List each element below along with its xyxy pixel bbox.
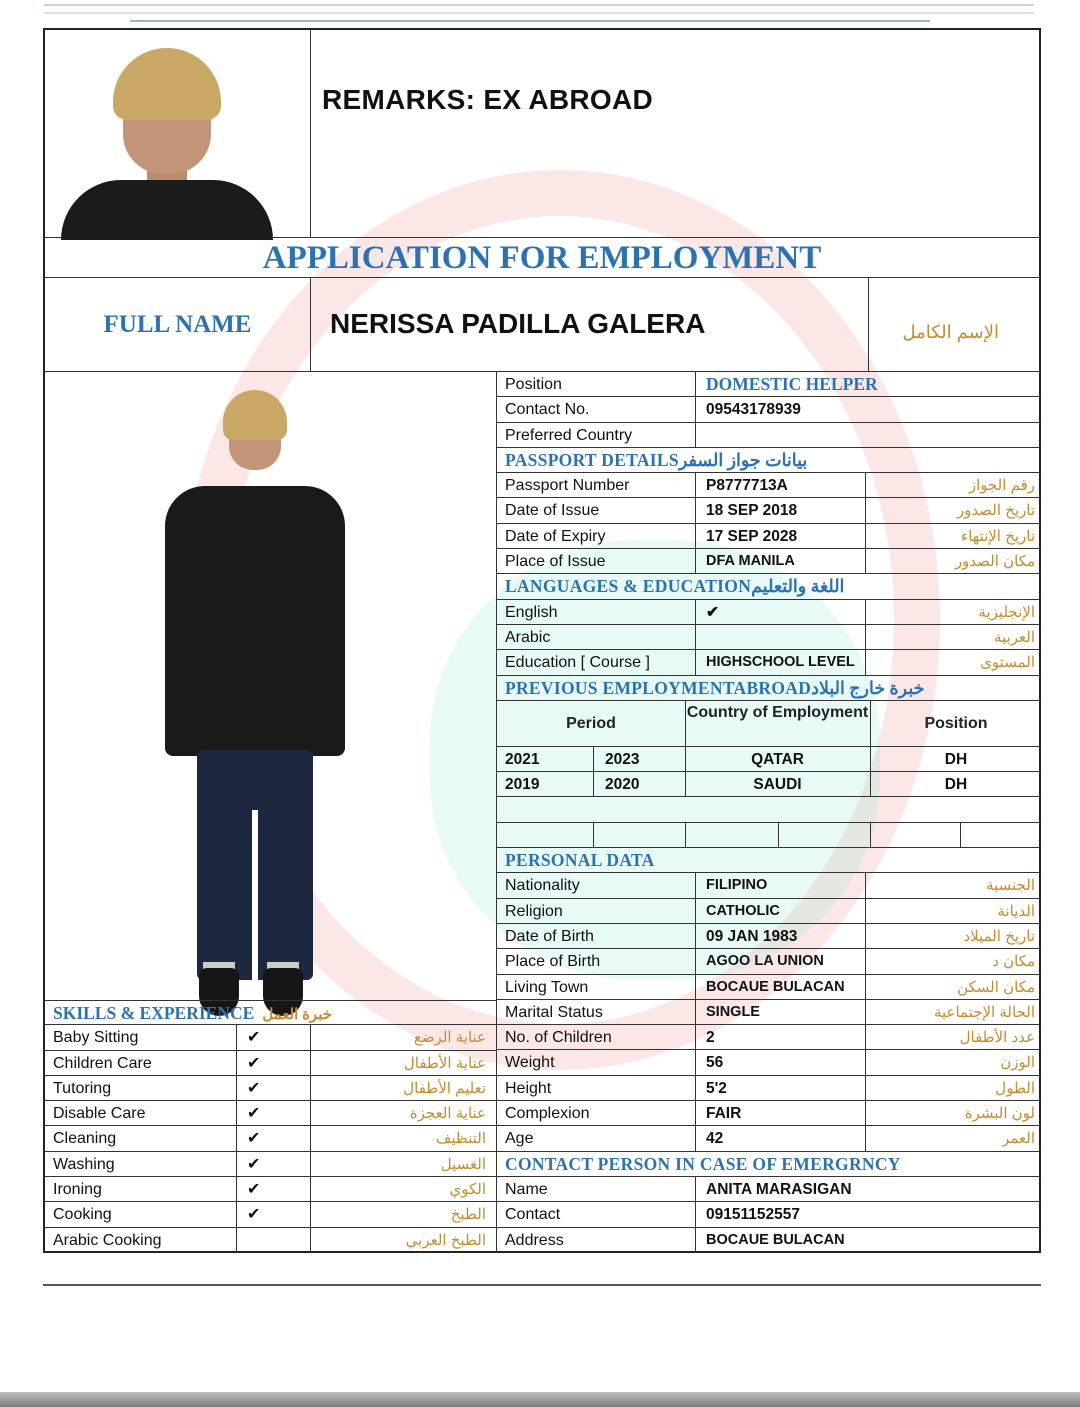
period-column-header: Period [566, 714, 616, 732]
age-value: 42 [695, 1126, 870, 1150]
skill-name: Tutoring [53, 1079, 112, 1097]
marital-status-label: Marital Status [505, 1003, 603, 1021]
detail-row [496, 650, 1041, 675]
nationality-value: FILIPINO [695, 873, 870, 897]
place-of-birth-arabic: مكان د [865, 949, 1035, 973]
skill-arabic: الطبخ العربي [310, 1228, 496, 1253]
skill-arabic: عناية الأطفال [310, 1051, 496, 1075]
skills-table [45, 1000, 496, 1253]
marital-status-arabic: الحالة الإجتماعية [865, 1000, 1035, 1024]
detail-row [496, 625, 1041, 650]
employment-row [496, 772, 1041, 797]
place-of-issue-value: DFA MANILA [695, 549, 870, 573]
living-town-value: BOCAUE BULACAN [695, 975, 870, 999]
arabic-arabic: العربية [865, 625, 1035, 649]
preferred-country-value [695, 423, 1040, 447]
skills-heading-row [45, 1000, 496, 1025]
emergency-address-value: BOCAUE BULACAN [695, 1228, 1040, 1253]
details-column [496, 372, 1041, 1253]
skill-arabic: الغسيل [310, 1152, 496, 1176]
employment-row-empty [496, 797, 1041, 822]
languages-heading-row [496, 574, 1041, 599]
complexion-value: FAIR [695, 1101, 870, 1125]
emergency-heading: CONTACT PERSON IN CASE OF EMERGRNCY [505, 1153, 901, 1174]
date-of-issue-value: 18 SEP 2018 [695, 498, 870, 522]
date-of-issue-arabic: تاريخ الصدور [865, 498, 1035, 522]
place-of-issue-arabic: مكان الصدور [865, 549, 1035, 573]
children-arabic: عدد الأطفال [865, 1025, 1035, 1049]
detail-row [496, 372, 1041, 397]
age-arabic: العمر [865, 1126, 1035, 1150]
height-value: 5'2 [695, 1076, 870, 1100]
portrait-photo [61, 40, 273, 240]
skills-heading: SKILLS & EXPERIENCE خبرة العمل [53, 1003, 333, 1023]
full-name-row [45, 278, 1039, 372]
education-label: Education [ Course ] [505, 654, 650, 672]
complexion-label: Complexion [505, 1105, 590, 1123]
skill-check [236, 1228, 310, 1253]
employment-to: 2023 [605, 750, 640, 768]
full-name-label: FULL NAME [45, 278, 311, 372]
religion-arabic: الديانة [865, 899, 1035, 923]
nationality-arabic: الجنسية [865, 873, 1035, 897]
skill-check: ✔ [236, 1177, 310, 1201]
english-arabic: الإنجليزية [865, 600, 1035, 624]
employment-row [496, 747, 1041, 772]
passport-number-label: Passport Number [505, 477, 630, 495]
skill-arabic: الطبخ [310, 1202, 496, 1226]
emergency-address-label: Address [505, 1231, 564, 1249]
country-column-header: Country of Employment [686, 703, 869, 721]
passport-number-value: P8777713A [695, 473, 870, 497]
skill-name: Cleaning [53, 1130, 117, 1148]
employment-heading: PREVIOUS EMPLOYMENTABROADخبرة خارج البلاد [505, 677, 925, 698]
top-decorative-rule [130, 20, 930, 22]
full-name-arabic-label: الإسم الكامل [902, 322, 999, 342]
form-title: APPLICATION FOR EMPLOYMENT [262, 240, 822, 276]
children-label: No. of Children [505, 1029, 612, 1047]
complexion-arabic: لون البشرة [865, 1101, 1035, 1125]
bottom-rule [43, 1284, 1041, 1286]
page-edge [0, 1392, 1080, 1407]
skill-name: Baby Sitting [53, 1029, 139, 1047]
skill-arabic: عناية الرضع [310, 1025, 496, 1049]
weight-arabic: الوزن [865, 1050, 1035, 1074]
arabic-check [695, 625, 870, 649]
preferred-country-label: Preferred Country [505, 426, 633, 444]
full-body-photo [155, 390, 355, 1030]
position-column-header: Position [924, 714, 988, 732]
education-arabic: المستوى [865, 650, 1035, 674]
employment-from: 2021 [505, 750, 540, 768]
religion-value: CATHOLIC [695, 899, 870, 923]
passport-heading-arabic: بيانات جواز السفر [678, 449, 808, 470]
employment-heading-arabic: خبرة خارج البلاد [811, 677, 925, 698]
employment-heading-row [496, 676, 1041, 701]
religion-label: Religion [505, 902, 563, 920]
height-label: Height [505, 1079, 552, 1097]
header-section [45, 30, 1039, 238]
personal-heading-row [496, 848, 1041, 873]
employment-position: DH [944, 776, 968, 794]
skill-check: ✔ [236, 1025, 310, 1049]
weight-value: 56 [695, 1050, 870, 1074]
detail-row [496, 397, 1041, 422]
skill-arabic: التنظيف [310, 1126, 496, 1150]
date-of-expiry-value: 17 SEP 2028 [695, 524, 870, 548]
full-name-arabic-cell [868, 278, 1039, 372]
date-of-birth-arabic: تاريخ الميلاد [865, 924, 1035, 948]
detail-row [496, 600, 1041, 625]
passport-number-arabic: رقم الجواز [865, 473, 1035, 497]
skill-check: ✔ [236, 1202, 310, 1226]
emergency-heading-row [496, 1152, 1041, 1177]
employment-country: QATAR [751, 750, 804, 768]
employment-row-empty [496, 823, 1041, 848]
detail-row [496, 473, 1041, 498]
nationality-label: Nationality [505, 877, 580, 895]
employment-to: 2020 [605, 776, 640, 794]
place-of-issue-label: Place of Issue [505, 553, 606, 571]
skill-name: Cooking [53, 1206, 112, 1224]
skill-check: ✔ [236, 1076, 310, 1100]
skill-check: ✔ [236, 1051, 310, 1075]
emergency-name-value: ANITA MARASIGAN [695, 1177, 1040, 1201]
languages-heading-arabic: اللغة والتعليم [751, 576, 845, 597]
date-of-birth-value: 09 JAN 1983 [695, 924, 870, 948]
emergency-contact-value: 09151152557 [695, 1202, 1040, 1226]
height-arabic: الطول [865, 1076, 1035, 1100]
skill-check: ✔ [236, 1152, 310, 1176]
top-decorative-rule [44, 4, 1034, 6]
skill-name: Ironing [53, 1181, 102, 1199]
place-of-birth-label: Place of Birth [505, 953, 601, 971]
application-form [43, 28, 1041, 1253]
living-town-label: Living Town [505, 978, 589, 996]
skills-heading-arabic: خبرة العمل [262, 1007, 333, 1023]
education-value: HIGHSCHOOL LEVEL [695, 650, 870, 674]
passport-heading-row [496, 448, 1041, 473]
detail-row [496, 549, 1041, 574]
marital-status-value: SINGLE [695, 1000, 870, 1024]
contact-value: 09543178939 [695, 397, 1040, 421]
skill-name: Washing [53, 1155, 115, 1173]
skill-arabic: عناية العجزة [310, 1101, 496, 1125]
employment-position: DH [944, 750, 968, 768]
emergency-contact-label: Contact [505, 1206, 561, 1224]
date-of-expiry-label: Date of Expiry [505, 527, 606, 545]
personal-heading: PERSONAL DATA [505, 850, 655, 871]
remarks-text: REMARKS: EX ABROAD [322, 84, 654, 115]
detail-row [496, 524, 1041, 549]
skill-check: ✔ [236, 1101, 310, 1125]
skill-name: Children Care [53, 1054, 152, 1072]
skill-name: Disable Care [53, 1105, 146, 1123]
age-label: Age [505, 1130, 534, 1148]
detail-row [496, 498, 1041, 523]
living-town-arabic: مكان السكن [865, 975, 1035, 999]
emergency-name-label: Name [505, 1180, 548, 1198]
date-of-birth-label: Date of Birth [505, 927, 594, 945]
top-decorative-rule [44, 12, 1034, 14]
languages-heading: LANGUAGES & EDUCATIONاللغة والتعليم [505, 576, 845, 597]
employment-from: 2019 [505, 776, 540, 794]
arabic-label: Arabic [505, 628, 551, 646]
date-of-issue-label: Date of Issue [505, 502, 600, 520]
skill-name: Arabic Cooking [53, 1231, 162, 1249]
contact-label: Contact No. [505, 401, 590, 419]
skill-arabic: تعليم الأطفال [310, 1076, 496, 1100]
employment-header-row [496, 701, 1041, 747]
date-of-expiry-arabic: تاريخ الإنتهاء [865, 524, 1035, 548]
passport-heading: PASSPORT DETAILSبيانات جواز السفر [505, 449, 808, 470]
english-label: English [505, 603, 558, 621]
employment-country: SAUDI [753, 776, 802, 794]
detail-row [496, 423, 1041, 448]
skill-check: ✔ [236, 1126, 310, 1150]
place-of-birth-value: AGOO LA UNION [695, 949, 870, 973]
portrait-cell [45, 30, 311, 238]
english-check: ✔ [695, 600, 870, 624]
children-value: 2 [695, 1025, 870, 1049]
title-row [45, 238, 1039, 278]
position-value: DOMESTIC HELPER [695, 372, 1035, 396]
full-name-value: NERISSA PADILLA GALERA [330, 308, 706, 339]
skill-arabic: الكوي [310, 1177, 496, 1201]
position-label: Position [505, 376, 562, 393]
weight-label: Weight [505, 1054, 555, 1072]
